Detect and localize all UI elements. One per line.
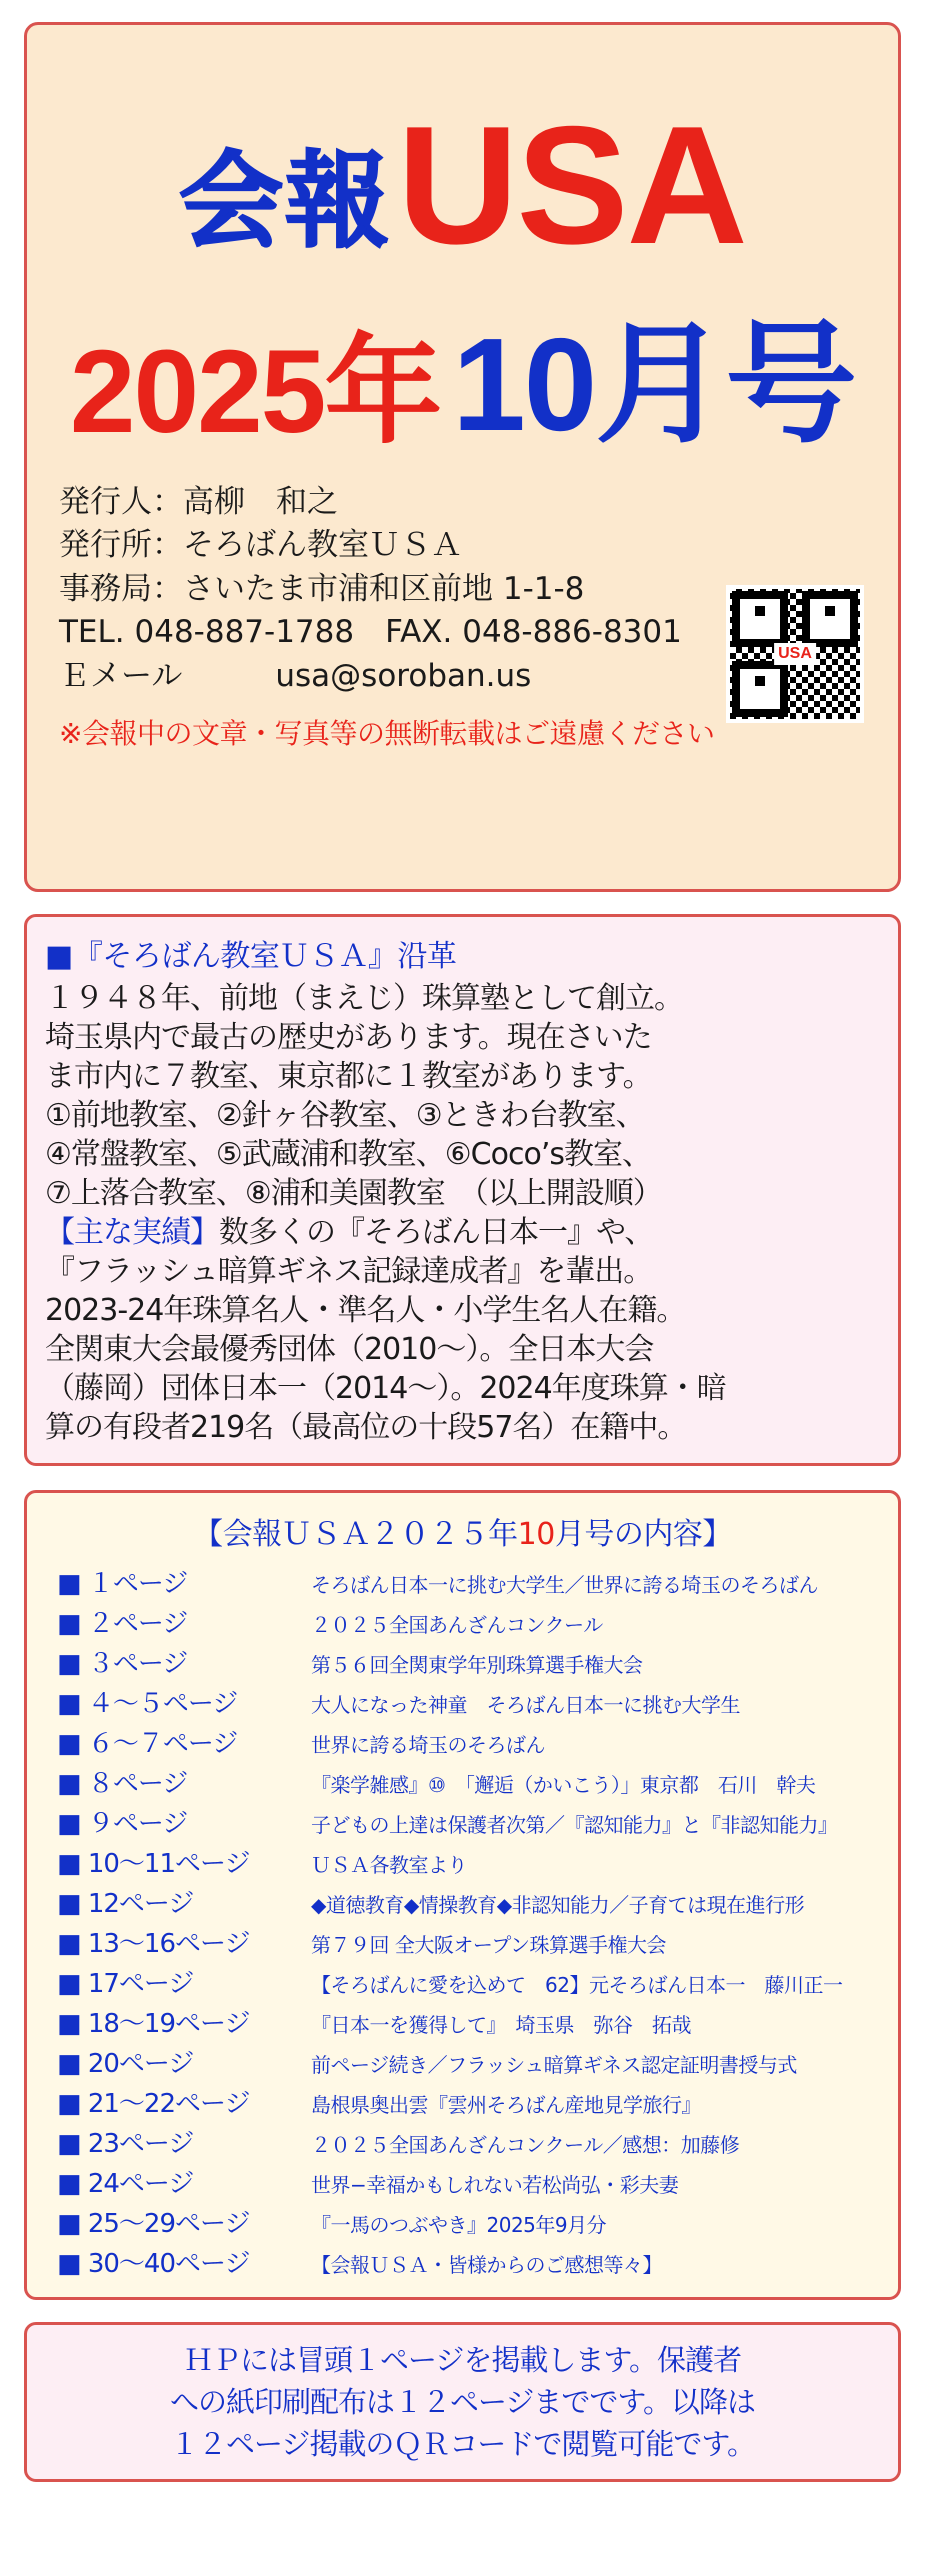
toc-description: 【そろばんに愛を込めて 62】元そろばん日本一 藤川正一 — [311, 1973, 843, 1997]
copyright-notice: ※会報中の文章・写真等の無断転載はご遠慮ください — [59, 716, 715, 750]
toc-description: 世界−幸福かもしれない若松尚弘・彩夫妻 — [311, 2173, 679, 2197]
list-item[interactable] — [43, 1563, 882, 1600]
list-item[interactable] — [43, 1843, 882, 1880]
list-item[interactable] — [43, 1643, 882, 1680]
toc-description: 『日本一を獲得して』 埼玉県 弥谷 拓哉 — [311, 2013, 691, 2037]
toc-description: 島根県奥出雲『雲州そろばん産地見学旅行』 — [311, 2093, 701, 2117]
list-item[interactable] — [43, 1963, 882, 2000]
list-item[interactable] — [43, 2083, 882, 2120]
footer-note-line: ＨＰには冒頭１ページを掲載します。保護者 — [183, 2343, 742, 2377]
history-heading: ■『そろばん教室ＵＳＡ』沿革 — [45, 939, 457, 974]
achievement-line: 2023-24年珠算名人・準名人・小学生名人在籍。 — [45, 1293, 686, 1328]
history-line: 埼玉県内で最古の歴史があります。現在さいた — [45, 1020, 652, 1055]
toc-page-label: ■ 17ページ — [57, 1969, 194, 1999]
contents-heading — [43, 1509, 882, 1553]
toc-page-label: ■ ８ページ — [57, 1769, 188, 1799]
toc-page-label: ■ 25〜29ページ — [57, 2209, 250, 2239]
list-item[interactable] — [43, 2163, 882, 2200]
list-item[interactable] — [43, 2243, 882, 2280]
toc-page-label: ■ 30〜40ページ — [57, 2249, 250, 2279]
toc-description: ２０２５全国あんざんコンクール／感想：加藤修 — [311, 2133, 740, 2157]
footer-note-line: １２ページ掲載のＱＲコードで閲覧可能です。 — [169, 2427, 756, 2462]
list-item[interactable] — [43, 1683, 882, 1720]
newsletter-title-japanese: 会報 — [179, 140, 392, 262]
toc-page-label: ■ 10〜11ページ — [57, 1849, 250, 1879]
list-item[interactable] — [43, 1803, 882, 1840]
publisher-name: 発行人：高柳 和之 — [59, 484, 338, 520]
toc-description: ＵＳＡ各教室より — [311, 1853, 467, 1877]
masthead-panel — [24, 22, 901, 892]
newsletter-title-usa: USA — [397, 91, 746, 280]
contents-heading-suffix: 月号の内容】 — [554, 1517, 732, 1552]
issue-year: 2025年 — [69, 326, 441, 458]
list-item[interactable] — [43, 1763, 882, 1800]
toc-page-label: ■ 13〜16ページ — [57, 1929, 250, 1959]
issue-month: 10月号 — [452, 311, 856, 458]
toc-description: 第７９回 全大阪オープン珠算選手権大会 — [311, 1933, 667, 1957]
toc-description: 『楽学雑感』⑩ 「邂逅（かいこう）」東京都 石川 幹夫 — [311, 1773, 816, 1797]
achievement-line: （藤岡）団体日本一（2014〜）。2024年度珠算・暗 — [45, 1371, 726, 1406]
history-line: １９４８年、前地（まえじ）珠算塾として創立。 — [45, 981, 683, 1016]
toc-page-label: ■ ２ページ — [57, 1609, 188, 1639]
toc-page-label: ■ 12ページ — [57, 1889, 194, 1919]
toc-description: 大人になった神童 そろばん日本一に挑む大学生 — [311, 1693, 740, 1717]
contents-panel — [24, 1490, 901, 2300]
toc-description: 前ページ続き／フラッシュ暗算ギネス認定証明書授与式 — [311, 2053, 797, 2077]
footer-note-panel — [24, 2322, 901, 2482]
history-line: ま市内に７教室、東京都に１教室があります。 — [45, 1059, 652, 1094]
publisher-address: 事務局：さいたま市浦和区前地 1-1-8 — [59, 570, 585, 607]
history-line: ①前地教室、②針ヶ谷教室、③ときわ台教室、 — [45, 1098, 645, 1133]
list-item[interactable] — [43, 2043, 882, 2080]
achievement-line: 全関東大会最優秀団体（2010〜）。全日本大会 — [45, 1332, 654, 1367]
toc-description: 【会報ＵＳＡ・皆様からのご感想等々】 — [311, 2253, 662, 2277]
achievement-line: 『フラッシュ暗算ギネス記録達成者』を輩出。 — [45, 1254, 653, 1289]
toc-description: 『一馬のつぶやき』2025年9月分 — [311, 2213, 607, 2237]
toc-page-label: ■ ３ページ — [57, 1649, 188, 1679]
contents-heading-prefix: 【会報ＵＳＡ２０２５年 — [193, 1517, 518, 1552]
masthead-date-row — [49, 281, 876, 458]
toc-page-label: ■ １ページ — [57, 1569, 188, 1599]
toc-description: ２０２５全国あんざんコンクール — [311, 1613, 603, 1637]
publisher-office: 発行所：そろばん教室ＵＳＡ — [59, 527, 462, 564]
list-item[interactable] — [43, 2203, 882, 2240]
toc-description: ◆道徳教育◆情操教育◆非認知能力／子育ては現在進行形 — [311, 1893, 805, 1917]
toc-page-label: ■ ９ページ — [57, 1809, 188, 1839]
toc-description: 第５６回全関東学年別珠算選手権大会 — [311, 1653, 643, 1677]
list-item[interactable] — [43, 2003, 882, 2040]
publisher-info — [49, 481, 876, 698]
toc-page-label: ■ ６〜７ページ — [57, 1729, 238, 1759]
toc-page-label: ■ 21〜22ページ — [57, 2089, 250, 2119]
achievement-line: 算の有段者219名（最高位の十段57名）在籍中。 — [45, 1410, 687, 1445]
list-item[interactable] — [43, 1723, 882, 1760]
publisher-email: Ｅメール usa@soroban.us — [59, 657, 532, 694]
history-panel — [24, 914, 901, 1466]
toc-page-label: ■ 24ページ — [57, 2169, 194, 2199]
history-line: ④常盤教室、⑤武蔵浦和教室、⑥Coco’s教室、 — [45, 1137, 651, 1172]
toc-page-label: ■ ４〜５ページ — [57, 1689, 238, 1719]
list-item[interactable] — [43, 1923, 882, 1960]
toc-description: そろばん日本一に挑む大学生／世界に誇る埼玉のそろばん — [311, 1573, 818, 1597]
toc-page-label: ■ 20ページ — [57, 2049, 194, 2079]
qr-code-label: USA — [774, 643, 816, 665]
list-item[interactable] — [43, 2123, 882, 2160]
publisher-phone-fax: TEL. 048-887-1788 FAX. 048-886-8301 — [59, 614, 682, 651]
achievements-row — [45, 1213, 880, 1252]
list-item[interactable] — [43, 1603, 882, 1640]
toc-description: 世界に誇る埼玉のそろばん — [311, 1733, 545, 1757]
masthead-title-row — [49, 73, 876, 280]
history-line: ⑦上落合教室、⑧浦和美園教室 （以上開設順） — [45, 1176, 662, 1211]
contents-heading-month: 10 — [517, 1517, 555, 1552]
achievements-text: 数多くの『そろばん日本一』や、 — [219, 1215, 654, 1250]
achievements-label: 【主な実績】 — [45, 1215, 219, 1250]
toc-description: 子どもの上達は保護者次第／『認知能力』と『非認知能力』 — [311, 1813, 838, 1837]
toc-page-label: ■ 23ページ — [57, 2129, 194, 2159]
toc-page-label: ■ 18〜19ページ — [57, 2009, 250, 2039]
list-item[interactable] — [43, 1883, 882, 1920]
footer-note-line: への紙印刷配布は１２ページまでです。以降は — [169, 2385, 756, 2420]
